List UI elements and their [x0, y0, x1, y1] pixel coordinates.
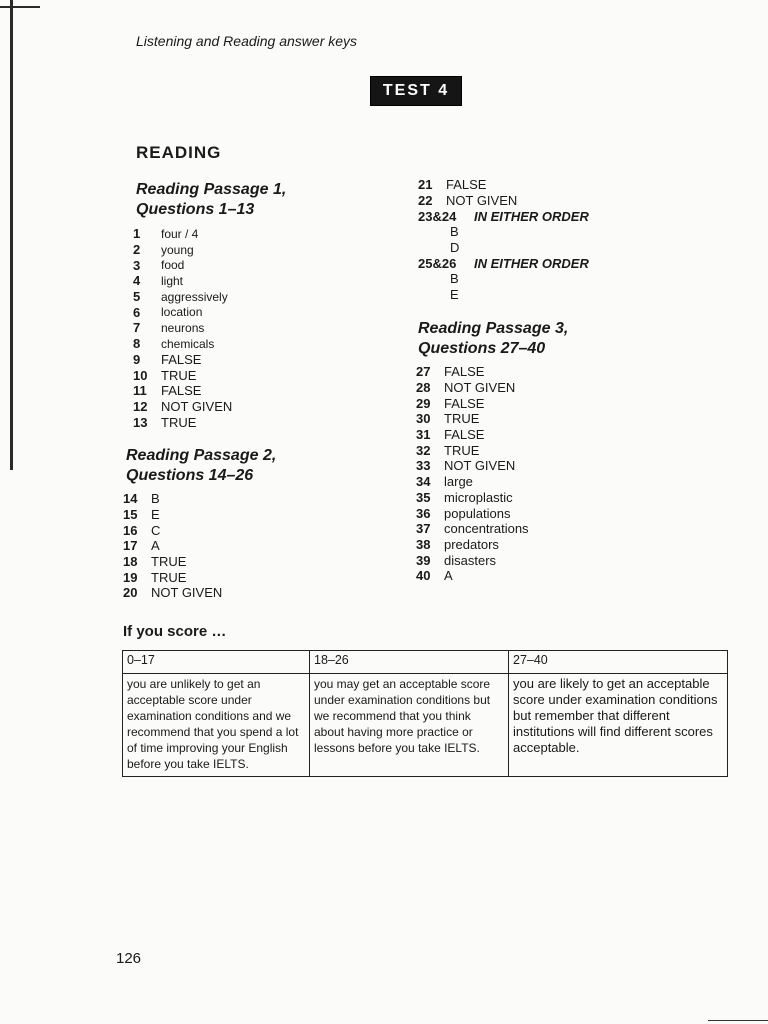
answer-text: young — [161, 242, 194, 257]
list-item — [133, 367, 232, 383]
answer-text: chemicals — [161, 336, 215, 351]
passage-1-heading — [136, 180, 286, 220]
answer-text: NOT GIVEN — [161, 398, 233, 414]
answer-number: 35 — [416, 489, 431, 505]
test-badge: TEST 4 — [370, 76, 462, 106]
answer-number: 14 — [123, 491, 138, 507]
list-item — [418, 271, 589, 287]
passage-1-subtitle: Questions 1–13 — [136, 201, 255, 218]
answer-text: FALSE — [446, 177, 487, 193]
passage-3-title: Reading Passage 3, — [418, 320, 569, 337]
score-table — [122, 650, 728, 777]
answer-text: NOT GIVEN — [151, 585, 223, 601]
score-band-high: 27–40 — [509, 651, 728, 674]
answer-text: concentrations — [444, 521, 529, 537]
passage-1-title: Reading Passage 1, — [136, 181, 287, 198]
score-band-low: 0–17 — [123, 651, 310, 674]
answer-text: B — [151, 491, 160, 507]
running-head: Listening and Reading answer keys — [136, 33, 358, 49]
list-item — [133, 414, 232, 430]
answer-text: large — [444, 474, 473, 490]
answer-text: food — [161, 258, 185, 273]
list-item — [123, 507, 222, 523]
answer-text: D — [450, 240, 460, 256]
answer-text: TRUE — [444, 442, 480, 458]
answer-number: 16 — [123, 522, 138, 538]
answer-number: 5 — [133, 289, 141, 305]
answer-text: B — [450, 224, 459, 240]
answer-number: 22 — [418, 193, 433, 209]
answer-text: TRUE — [161, 367, 197, 383]
answer-number: 6 — [133, 304, 141, 320]
answer-text: TRUE — [161, 414, 197, 430]
list-item — [123, 585, 222, 601]
list-item — [133, 383, 232, 399]
answer-text: disasters — [444, 552, 497, 568]
answer-number: 38 — [416, 536, 431, 552]
list-item — [416, 505, 529, 521]
answer-text: populations — [444, 505, 511, 521]
list-item — [123, 522, 222, 538]
list-item — [416, 568, 529, 584]
answer-text: FALSE — [161, 383, 202, 399]
list-item — [416, 474, 529, 490]
list-item — [133, 273, 232, 289]
score-heading: If you score … — [123, 623, 227, 640]
score-band-mid: 18–26 — [310, 651, 509, 674]
answer-text: NOT GIVEN — [444, 458, 516, 474]
answer-number: 39 — [416, 552, 431, 568]
answer-text: A — [444, 568, 453, 584]
answer-number: 31 — [416, 427, 431, 443]
answer-text: C — [151, 522, 161, 538]
list-item — [416, 395, 529, 411]
answer-number: 34 — [416, 474, 431, 490]
list-item — [133, 399, 232, 415]
passage-2-subtitle: Questions 14–26 — [126, 467, 254, 484]
answer-text: A — [151, 538, 160, 554]
answer-number: 1 — [133, 226, 141, 242]
answer-text: FALSE — [444, 427, 485, 443]
passage-2-title: Reading Passage 2, — [126, 447, 277, 464]
answer-number: 2 — [133, 242, 141, 258]
page-edge-tick — [0, 6, 40, 8]
list-item — [123, 554, 222, 570]
answer-text: FALSE — [161, 351, 202, 367]
list-item — [416, 537, 529, 553]
answer-number: 30 — [416, 411, 431, 427]
list-item — [133, 226, 232, 242]
passage-2-answer-list — [123, 491, 222, 601]
page-edge-line — [10, 0, 13, 470]
list-item — [418, 208, 589, 224]
answer-number: 9 — [133, 351, 141, 367]
list-item — [123, 491, 222, 507]
answer-number: 32 — [416, 442, 431, 458]
answer-number: 10 — [133, 367, 148, 383]
bottom-rule — [708, 1020, 768, 1021]
answer-number: 13 — [133, 414, 148, 430]
list-item — [133, 242, 232, 258]
answer-number: 12 — [133, 398, 148, 414]
list-item — [418, 240, 589, 256]
answer-number: 23&24 — [418, 208, 457, 224]
score-advice-high: you are likely to get an acceptable score under examination conditions but remember that different institutions will find different scores acceptable. — [509, 674, 728, 777]
list-item — [133, 289, 232, 305]
score-table-header-row — [123, 651, 728, 674]
list-item — [133, 304, 232, 320]
answer-number: 40 — [416, 568, 431, 584]
passage-2-continued-list — [418, 177, 589, 303]
answer-text: NOT GIVEN — [444, 380, 516, 396]
list-item — [123, 569, 222, 585]
list-item — [418, 177, 589, 193]
list-item — [416, 458, 529, 474]
answer-text: TRUE — [151, 554, 187, 570]
answer-number: 29 — [416, 395, 431, 411]
answer-text: NOT GIVEN — [446, 193, 518, 209]
passage-3-heading — [418, 319, 568, 359]
list-item — [133, 352, 232, 368]
answer-note: IN EITHER ORDER — [474, 208, 589, 224]
answer-text: B — [450, 271, 459, 287]
list-item — [416, 411, 529, 427]
answer-text: aggressively — [161, 289, 228, 304]
answer-number: 11 — [133, 383, 147, 399]
score-advice-mid: you may get an acceptable score under examination conditions but we recommend that you think about having more practice or lessons before you take IELTS. — [310, 674, 509, 777]
answer-text: predators — [444, 536, 499, 552]
list-item — [416, 380, 529, 396]
answer-text: microplastic — [444, 489, 513, 505]
passage-3-subtitle: Questions 27–40 — [418, 340, 546, 357]
list-item — [416, 521, 529, 537]
answer-number: 20 — [123, 585, 138, 601]
answer-number: 15 — [123, 507, 138, 523]
page-number: 126 — [116, 950, 142, 967]
answer-text: TRUE — [444, 411, 480, 427]
list-item — [416, 442, 529, 458]
answer-text: neurons — [161, 320, 205, 335]
answer-text: TRUE — [151, 569, 187, 585]
passage-1-answer-list — [133, 226, 232, 430]
answer-number: 17 — [123, 538, 138, 554]
answer-number: 28 — [416, 380, 431, 396]
answer-text: E — [151, 507, 160, 523]
list-item — [418, 193, 589, 209]
answer-number: 3 — [133, 257, 141, 273]
answer-number: 25&26 — [418, 255, 457, 271]
answer-text: FALSE — [444, 395, 485, 411]
score-table-body-row — [123, 674, 728, 777]
list-item — [418, 224, 589, 240]
list-item — [416, 552, 529, 568]
section-title: READING — [136, 143, 222, 162]
answer-number: 37 — [416, 521, 431, 537]
score-advice-low: you are unlikely to get an acceptable score under examination conditions and we recommend that you spend a lot of time improving your English before you take IELTS. — [123, 674, 310, 777]
answer-note: IN EITHER ORDER — [474, 255, 589, 271]
answer-number: 7 — [133, 320, 141, 336]
list-item — [133, 336, 232, 352]
answer-text: E — [450, 287, 459, 303]
answer-number: 27 — [416, 364, 431, 380]
list-item — [416, 427, 529, 443]
answer-number: 19 — [123, 569, 138, 585]
passage-2-heading — [126, 446, 276, 486]
answer-text: location — [161, 305, 203, 320]
answer-text: light — [161, 273, 184, 288]
answer-number: 33 — [416, 458, 431, 474]
list-item — [418, 287, 589, 303]
list-item — [416, 490, 529, 506]
answer-number: 21 — [418, 177, 433, 193]
list-item — [418, 255, 589, 271]
answer-text: four / 4 — [161, 226, 199, 241]
list-item — [133, 320, 232, 336]
passage-3-answer-list — [416, 364, 529, 584]
list-item — [416, 364, 529, 380]
answer-text: FALSE — [444, 364, 485, 380]
answer-number: 8 — [133, 336, 141, 352]
list-item — [133, 257, 232, 273]
list-item — [123, 538, 222, 554]
answer-number: 4 — [133, 273, 141, 289]
answer-number: 18 — [123, 554, 138, 570]
answer-number: 36 — [416, 505, 431, 521]
